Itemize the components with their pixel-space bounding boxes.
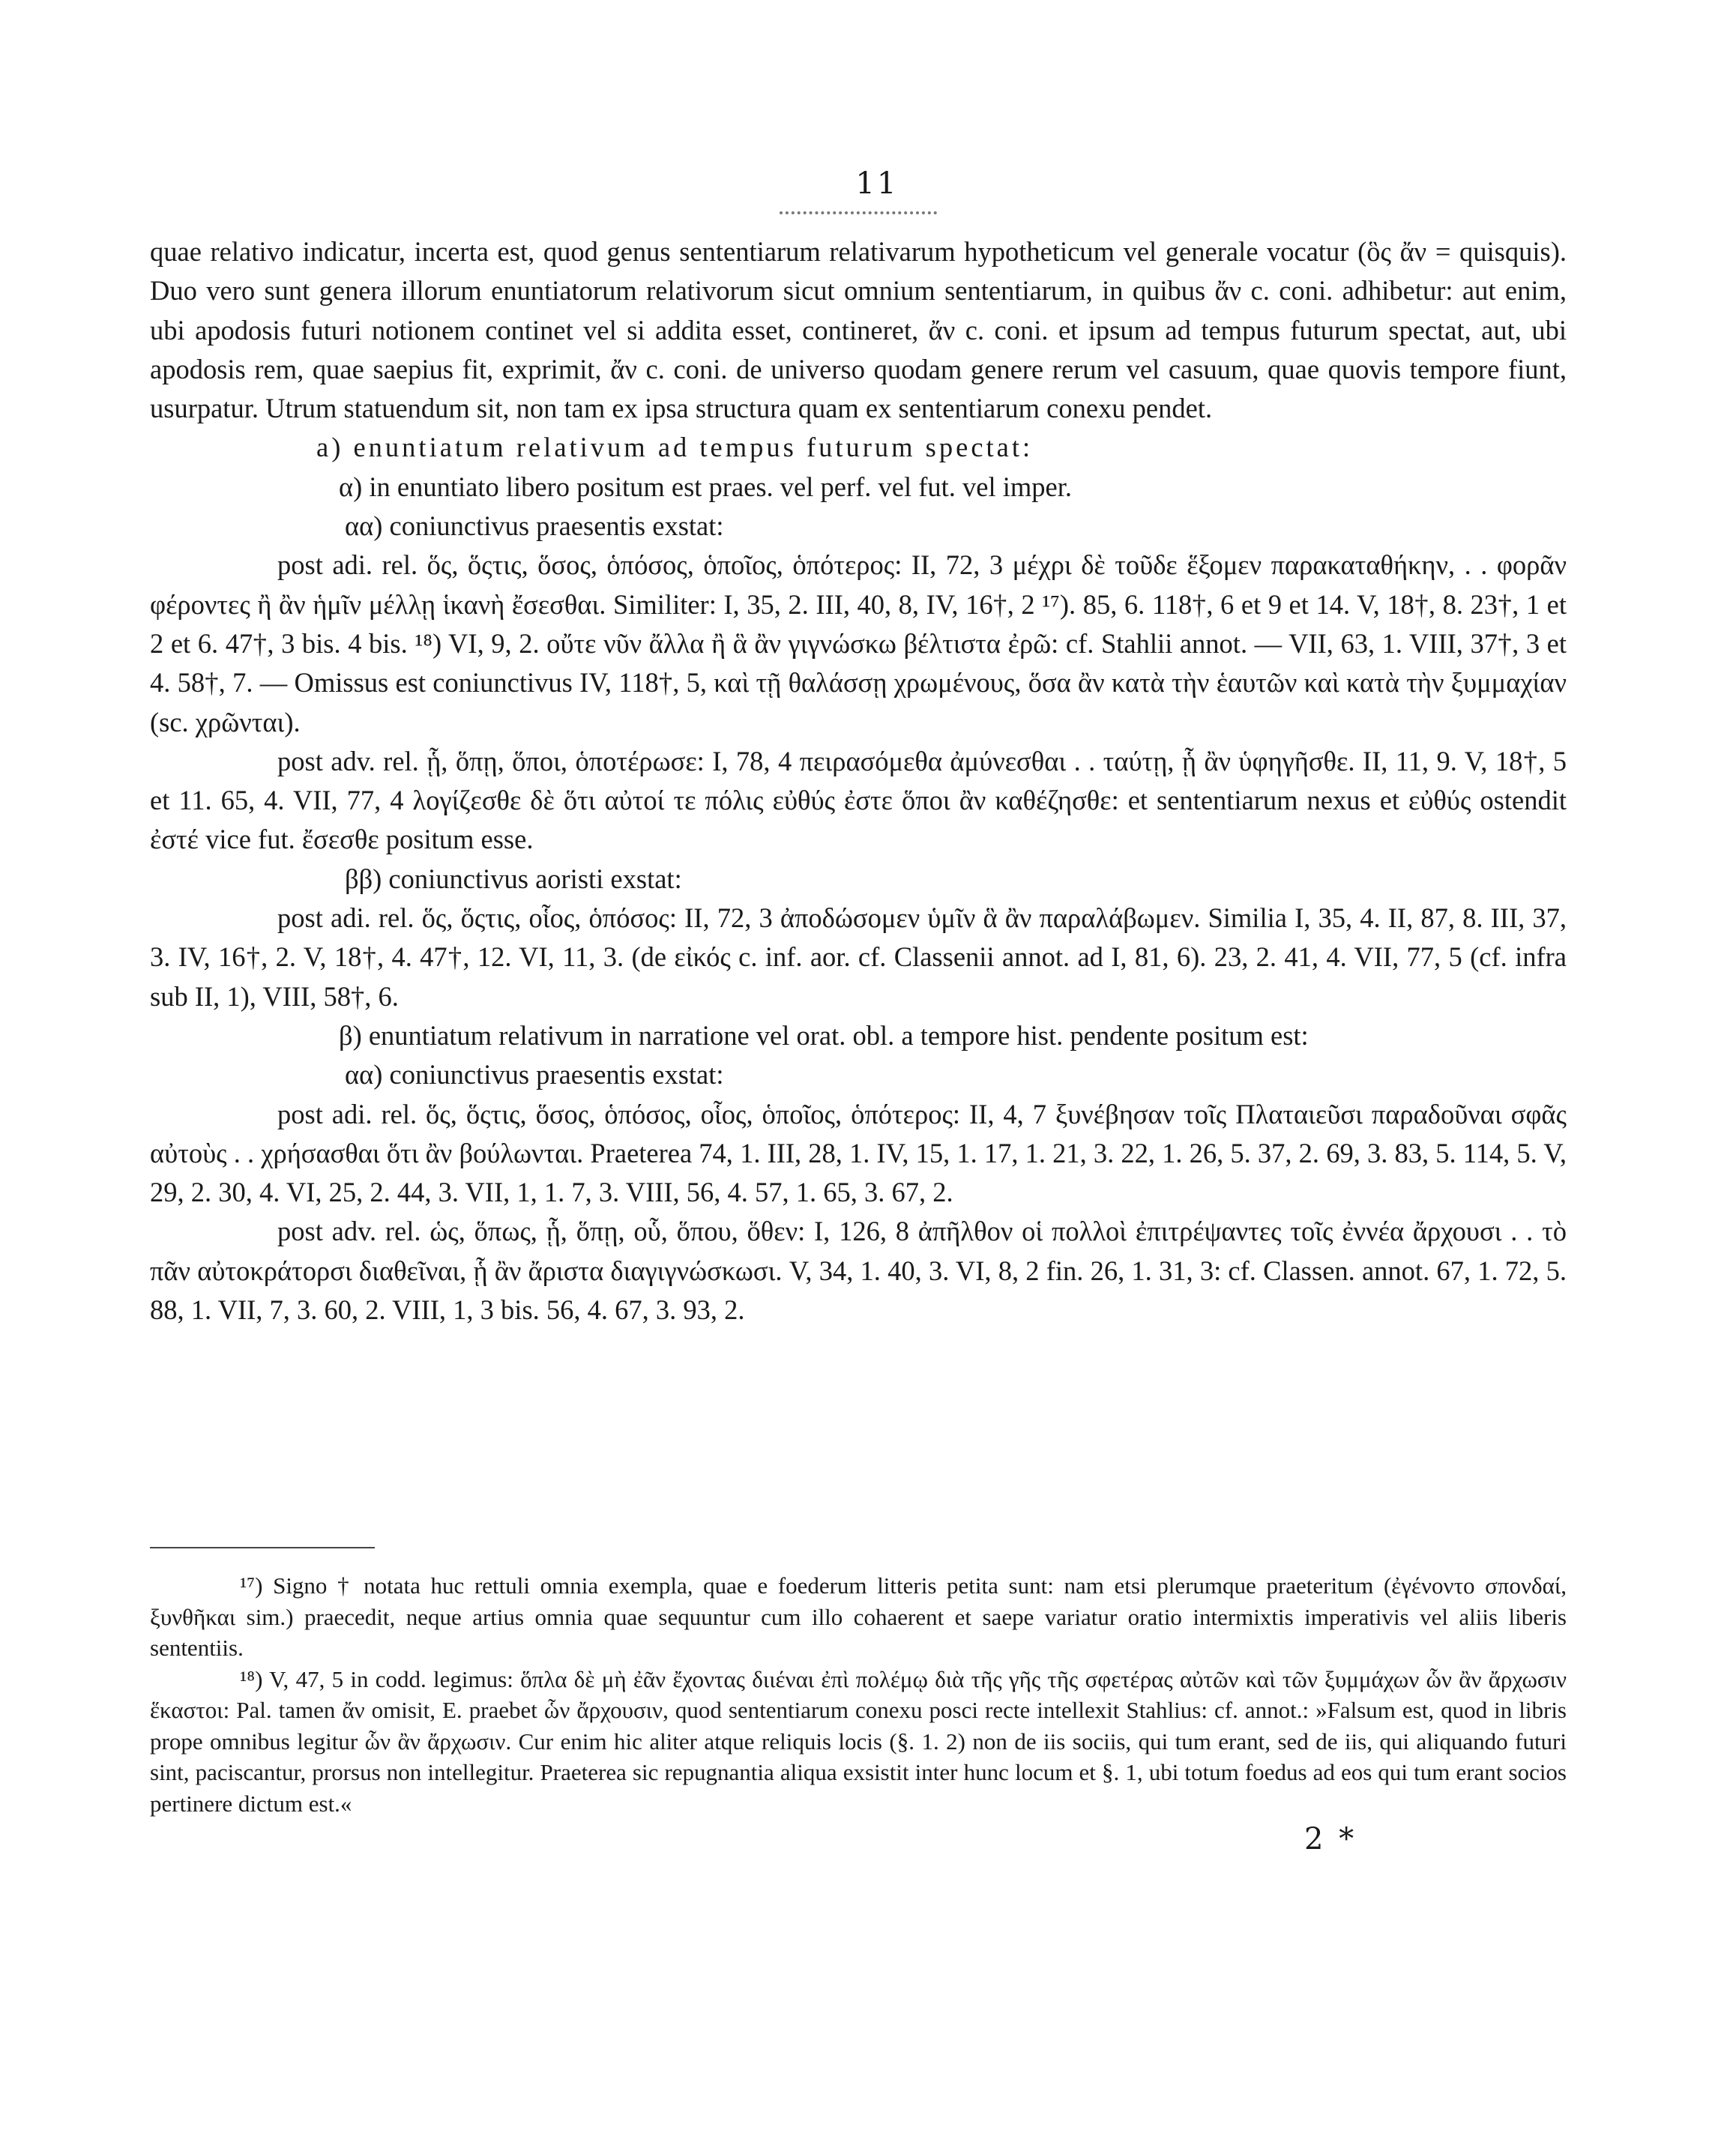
intro-paragraph: quae relativo indicatur, incerta est, quod genus sententiarum relativarum hypotheticum vel generale vocatur (ὃς ἄν = quisquis). Duo vero sunt genera illorum enuntiatorum relativorum sicut omnium sententiarum, in quibus ἄν c. coni. adhibetur: aut enim, ubi apodosis futuri notionem continet vel si addita esset, contineret, ἄν c. coni. et ipsum ad tempus futurum spectat, aut, ubi apodosis rem, quae saepius fit, exprimit, ἄν c. coni. de universo quodam genere rerum vel casuum, quae quovis tempore fiunt, usurpatur. Utrum statuendum sit, non tam ex ipsa structura quam ex sententiarum conexu pendet. [150, 236, 1567, 424]
paragraph-post-adv-rel: post adv. rel. ᾗ, ὅπῃ, ὅποι, ὁποτέρωσε: I, 78, 4 πειρασόμεθα ἀμύνεσθαι . . ταύτῃ, ᾗ ἂν ὑφηγῆσθε. II, 11, 9. V, 18†, 5 et 11. 65, 4. VII, 77, 4 λογίζεσθε δὲ ὅτι αὐτοί τε πόλις εὐθύς ἐστε ὅποι ἂν καθέζησθε: et sententiarum nexus et εὐθύς ostendit ἐστέ vice fut. ἔσεσθε positum esse. [150, 745, 1567, 855]
paragraph-post-adv-rel-narr: post adv. rel. ὡς, ὅπως, ᾗ, ὅπῃ, οὗ, ὅπου, ὅθεν: I, 126, 8 ἀπῆλθον οἱ πολλοὶ ἐπιτρέψαντες τοῖς ἐννέα ἄρχουσι . . τὸ πᾶν αὐτοκράτορσι διαθεῖναι, ᾗ ἂν ἄριστα διαγιγνώσκωσι. V, 34, 1. 40, 3. VI, 8, 2 fin. 26, 1. 31, 3: cf. Classen. annot. 67, 1. 72, 5. 88, 1. VII, 7, 3. 60, 2. VIII, 1, 3 bis. 56, 4. 67, 3. 93, 2. [150, 1216, 1567, 1326]
paragraph-post-adi-rel-aorist: post adi. rel. ὅς, ὅςτις, οἷος, ὁπόσος: II, 72, 3 ἀποδώσομεν ὑμῖν ἃ ἂν παραλάβωμεν. Similia I, 35, 4. II, 87, 8. III, 37, 3. IV, 16†, 2. V, 18†, 4. 47†, 12. VI, 11, 3. (de εἰκός c. inf. aor. cf. Classenii annot. ad I, 81, 6). 23, 2. 41, 4. VII, 77, 5 (cf. infra sub II, 1), VIII, 58†, 6. [150, 902, 1567, 1012]
page-number-ornament [780, 202, 937, 214]
section-heading-alpha-alpha: αα) coniunctivus praesentis exstat: [345, 510, 724, 542]
paragraph-post-adi-rel: post adi. rel. ὅς, ὅςτις, ὅσος, ὁπόσος, ὁποῖος, ὁπότερος: II, 72, 3 μέχρι δὲ τοῦδε ἕξομεν παρακαταθήκην, . . φορᾶν φέροντες ἢ ἂν ἡμῖν μέλλῃ ἱκανὴ ἔσεσθαι. Similiter: I, 35, 2. III, 40, 8, IV, 16†, 2 ¹⁷). 85, 6. 118†, 6 et 9 et 14. V, 18†, 8. 23†, 1 et 2 et 6. 47†, 3 bis. 4 bis. ¹⁸) VI, 9, 2. οὔτε νῦν ἄλλα ἢ ἃ ἂν γιγνώσκω βέλτιστα ἐρῶ: cf. Stahlii annot. — VII, 63, 1. VIII, 37†, 3 et 4. 58†, 7. — Omissus est coniunctivus IV, 118†, 5, καὶ τῇ θαλάσσῃ χρωμένους, ὅσα ἂν κατὰ τὴν ἑαυτῶν καὶ κατὰ τὴν ξυμμαχίαν (sc. χρῶνται). [150, 549, 1567, 737]
page-number: 11 [855, 166, 899, 201]
section-heading-alpha: α) in enuntiato libero positum est praes. vel perf. vel fut. vel imper. [339, 471, 1073, 502]
main-text [150, 232, 1567, 1330]
paragraph-post-adi-rel-narr: post adi. rel. ὅς, ὅςτις, ὅσος, ὁπόσος, οἷος, ὁποῖος, ὁπότερος: II, 4, 7 ξυνέβησαν τοῖς Πλαταιεῦσι παραδοῦναι σφᾶς αὐτοὺς . . χρήσασθαι ὅτι ἂν βούλωνται. Praeterea 74, 1. III, 28, 1. IV, 15, 1. 17, 1. 21, 3. 22, 1. 26, 5. 37, 2. 69, 3. 83, 5. 114, 5. V, 29, 2. 30, 4. VI, 25, 2. 44, 3. VII, 1, 1. 7, 3. VIII, 56, 4. 57, 1. 65, 3. 67, 2. [150, 1098, 1567, 1208]
footnote-18: ¹⁸) V, 47, 5 in codd. legimus: ὅπλα δὲ μὴ ἐᾶν ἔχοντας διιέναι ἐπὶ πολέμῳ διὰ τῆς γῆς τῆς σφετέρας αὐτῶν καὶ τῶν ξυμμάχων ὧν ἂν ἄρχωσιν ἕκαστοι: Pal. tamen ἄν omisit, E. praebet ὧν ἄρχουσιν, quod sententiarum conexu posci recte intellexit Stahlius: cf. annot.: »Falsum est, quod in libris prope omnibus legitur ὧν ἂν ἄρχωσιν. Cur enim hic aliter atque reliquis locis (§. 1. 2) non de iis sociis, qui tum erant, sed de iis, qui aliquando futuri sint, paciscantur, prorsus non intellegitur. Praeterea sic repugnantia aliqua exsistit inter hunc locum et §. 1, ubi totum foedus ad eos qui tum erant socios pertinere dictum est.« [150, 1665, 1567, 1817]
footnotes [150, 1570, 1567, 1819]
section-heading-a: a) enuntiatum relativum ad tempus futurum spectat: [316, 432, 1034, 463]
section-heading-beta-beta: ββ) coniunctivus aoristi exstat: [345, 863, 682, 894]
footnote-17: ¹⁷) Signo † notata huc rettuli omnia exempla, quae e foederum litteris petita sunt: nam etsi plerumque praeteritum (ἐγένοντο σπονδαί, ξυνθῆκαι sim.) praecedit, neque artius omnia quae sequuntur cum illo cohaerent et saepe variatur oratio intermixtis imperativis vel aliis liberis sententiis. [150, 1572, 1567, 1661]
signature-mark: 2 * [1304, 1822, 1357, 1856]
section-heading-alpha-alpha-2: αα) coniunctivus praesentis exstat: [345, 1059, 724, 1090]
section-heading-beta: β) enuntiatum relativum in narratione vel orat. obl. a tempore hist. pendente positum est: [339, 1019, 1309, 1051]
footnote-rule [150, 1547, 375, 1548]
